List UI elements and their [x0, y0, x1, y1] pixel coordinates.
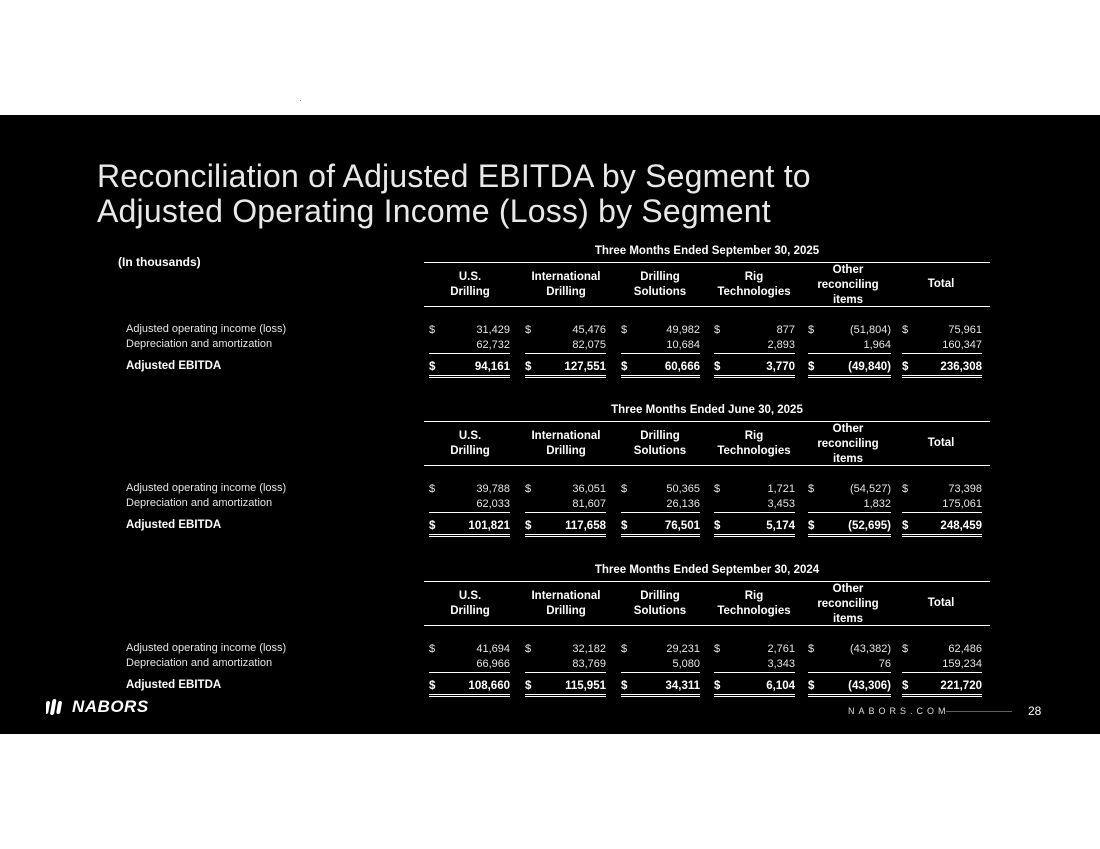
period-title: Three Months Ended June 30, 2025: [611, 404, 803, 416]
table-cell: [808, 361, 891, 378]
cell-value: 73,398: [948, 483, 982, 495]
column-header-line: reconciling: [817, 438, 879, 450]
currency-symbol: $: [808, 680, 815, 692]
column-header: [886, 277, 996, 292]
column-header-line: Technologies: [717, 286, 791, 298]
table-cell: [525, 643, 606, 657]
currency-symbol: $: [525, 324, 532, 336]
cell-value: 101,821: [468, 520, 510, 532]
currency-symbol: $: [429, 520, 436, 532]
logo-wordmark: NABORS: [72, 697, 149, 716]
nabors-logo: [46, 697, 149, 717]
page-number: 28: [1028, 704, 1042, 718]
cell-value: 3,770: [766, 361, 795, 373]
table-cell: [621, 520, 700, 537]
table-cell: [808, 483, 891, 497]
table-cell: [902, 361, 982, 378]
table-cell: [621, 658, 700, 673]
slide: [0, 115, 1100, 734]
cell-value: 32,182: [572, 643, 606, 655]
row-label-dep: Depreciation and amortization: [126, 657, 273, 669]
cell-value: 45,476: [572, 324, 606, 336]
currency-symbol: $: [808, 361, 815, 373]
header-bottom-rule: [424, 625, 990, 626]
row-label-dep: Depreciation and amortization: [126, 338, 273, 350]
table-cell: [808, 643, 891, 657]
cell-value: 108,660: [468, 680, 510, 692]
currency-symbol: $: [621, 324, 628, 336]
column-header-line: reconciling: [817, 279, 879, 291]
row-label-ebitda: Adjusted EBITDA: [126, 679, 222, 691]
table-cell: [621, 324, 700, 338]
currency-symbol: $: [621, 520, 628, 532]
cell-value: 26,136: [666, 498, 700, 510]
currency-symbol: $: [808, 520, 815, 532]
header-bottom-rule: [424, 465, 990, 466]
currency-symbol: $: [429, 643, 436, 655]
currency-symbol: $: [714, 680, 721, 692]
column-header-line: International: [531, 590, 601, 602]
period-title: Three Months Ended September 30, 2024: [594, 564, 820, 576]
cell-value: 248,459: [940, 520, 982, 532]
table-cell: [621, 643, 700, 657]
column-header-line: Drilling: [640, 430, 680, 442]
column-header-line: Rig: [744, 430, 764, 442]
table-cell: [714, 643, 795, 657]
cell-value: (51,804): [850, 324, 891, 336]
table-cell: [429, 324, 510, 338]
column-header-line: Rig: [744, 590, 764, 602]
row-label-adj-op: Adjusted operating income (loss): [126, 323, 287, 335]
column-header-line: Other: [832, 423, 864, 435]
table-cell: [429, 680, 510, 697]
table-cell: [525, 520, 606, 537]
cell-value: 34,311: [665, 680, 700, 692]
table-cell: [714, 324, 795, 338]
column-header-line: Technologies: [717, 605, 791, 617]
column-header-line: Drilling: [450, 286, 490, 298]
cell-value: 1,721: [767, 483, 795, 495]
cell-value: 29,231: [666, 643, 700, 655]
row-label-adj-op: Adjusted operating income (loss): [126, 642, 287, 654]
title-line-2: Adjusted Operating Income (Loss) by Segment: [97, 193, 771, 229]
currency-symbol: $: [621, 361, 628, 373]
table-cell: [808, 658, 891, 673]
cell-value: 115,951: [565, 680, 606, 692]
table-cell: [714, 361, 795, 378]
table-cell: [525, 498, 606, 513]
cell-value: (52,695): [848, 520, 891, 532]
currency-symbol: $: [902, 361, 909, 373]
table-cell: [621, 498, 700, 513]
header-bottom-rule: [424, 306, 990, 307]
table-cell: [525, 324, 606, 338]
currency-symbol: $: [714, 643, 721, 655]
cell-value: 5,080: [672, 658, 700, 670]
column-header-line: Solutions: [633, 605, 687, 617]
cell-value: 50,365: [666, 483, 700, 495]
period-title: Three Months Ended September 30, 2025: [594, 245, 820, 257]
column-header-line: Total: [927, 437, 955, 449]
cell-value: 160,347: [942, 339, 982, 351]
cell-value: (49,840): [848, 361, 891, 373]
column-header-line: items: [832, 613, 864, 625]
cell-value: 159,234: [942, 658, 982, 670]
nabors-logo-icon: [46, 697, 66, 717]
table-cell: [902, 658, 982, 673]
currency-symbol: $: [714, 361, 721, 373]
cell-value: 81,607: [572, 498, 606, 510]
table-cell: [808, 498, 891, 513]
page-title: [97, 159, 811, 229]
table-cell: [808, 520, 891, 537]
cell-value: 10,684: [666, 339, 700, 351]
stray-mark: [300, 100, 301, 101]
row-label-dep: Depreciation and amortization: [126, 497, 273, 509]
title-line-1: Reconciliation of Adjusted EBITDA by Segment to: [97, 158, 811, 194]
table-cell: [525, 680, 606, 697]
header-top-rule: [424, 421, 990, 422]
currency-symbol: $: [714, 520, 721, 532]
column-header: [415, 589, 525, 619]
table-cell: [621, 680, 700, 697]
row-label-adj-op: Adjusted operating income (loss): [126, 482, 287, 494]
column-header-line: Drilling: [450, 605, 490, 617]
cell-value: 2,761: [767, 643, 795, 655]
header-top-rule: [424, 262, 990, 263]
currency-symbol: $: [429, 483, 436, 495]
table-cell: [808, 339, 891, 354]
currency-symbol: $: [429, 324, 436, 336]
row-label-ebitda: Adjusted EBITDA: [126, 519, 222, 531]
table-cell: [429, 339, 510, 354]
currency-symbol: $: [902, 643, 909, 655]
column-header-line: items: [832, 294, 864, 306]
table-cell: [525, 658, 606, 673]
currency-symbol: $: [525, 361, 532, 373]
cell-value: 83,769: [572, 658, 606, 670]
table-cell: [429, 643, 510, 657]
cell-value: 5,174: [766, 520, 795, 532]
currency-symbol: $: [525, 643, 532, 655]
table-cell: [902, 324, 982, 338]
column-header-line: U.S.: [458, 590, 482, 602]
currency-symbol: $: [525, 680, 532, 692]
table-cell: [525, 339, 606, 354]
cell-value: 39,788: [476, 483, 510, 495]
cell-value: 62,486: [948, 643, 982, 655]
cell-value: 175,061: [942, 498, 982, 510]
currency-symbol: $: [902, 520, 909, 532]
column-header-line: International: [531, 271, 601, 283]
column-header-line: International: [531, 430, 601, 442]
cell-value: 3,343: [767, 658, 795, 670]
column-header-line: Solutions: [633, 445, 687, 457]
table-cell: [525, 361, 606, 378]
table-cell: [902, 498, 982, 513]
column-header: [415, 429, 525, 459]
cell-value: 76,501: [664, 520, 700, 532]
column-header-line: Drilling: [546, 445, 586, 457]
column-header-line: Other: [832, 264, 864, 276]
table-cell: [525, 483, 606, 497]
cell-value: 75,961: [948, 324, 982, 336]
currency-symbol: $: [525, 520, 532, 532]
cell-value: 62,732: [476, 339, 510, 351]
column-header: [886, 436, 996, 451]
column-header-line: Drilling: [450, 445, 490, 457]
currency-symbol: $: [808, 643, 815, 655]
cell-value: (43,382): [850, 643, 891, 655]
table-cell: [902, 643, 982, 657]
table-cell: [429, 361, 510, 378]
cell-value: 31,429: [476, 324, 510, 336]
column-header-line: Rig: [744, 271, 764, 283]
table-cell: [902, 339, 982, 354]
table-cell: [714, 498, 795, 513]
cell-value: 3,453: [767, 498, 795, 510]
currency-symbol: $: [714, 324, 721, 336]
row-label-ebitda: Adjusted EBITDA: [126, 360, 222, 372]
column-header-line: Total: [927, 597, 955, 609]
cell-value: 1,832: [863, 498, 891, 510]
cell-value: (54,527): [850, 483, 891, 495]
table-cell: [808, 324, 891, 338]
currency-symbol: $: [902, 483, 909, 495]
table-cell: [714, 658, 795, 673]
table-cell: [621, 361, 700, 378]
header-top-rule: [424, 581, 990, 582]
footer-rule: [946, 711, 1012, 712]
cell-value: 36,051: [572, 483, 606, 495]
cell-value: 49,982: [666, 324, 700, 336]
table-cell: [429, 520, 510, 537]
cell-value: 236,308: [940, 361, 982, 373]
column-header-line: Other: [832, 583, 864, 595]
table-cell: [429, 483, 510, 497]
column-header-line: reconciling: [817, 598, 879, 610]
table-cell: [714, 520, 795, 537]
table-cell: [902, 520, 982, 537]
currency-symbol: $: [621, 483, 628, 495]
cell-value: 1,964: [863, 339, 891, 351]
cell-value: 6,104: [766, 680, 795, 692]
currency-symbol: $: [902, 680, 909, 692]
cell-value: 76: [878, 658, 891, 670]
cell-value: 127,551: [564, 361, 606, 373]
units-note: (In thousands): [118, 255, 201, 269]
currency-symbol: $: [429, 361, 436, 373]
column-header-line: U.S.: [458, 271, 482, 283]
column-header-line: items: [832, 453, 864, 465]
table-cell: [902, 483, 982, 497]
cell-value: 82,075: [572, 339, 606, 351]
cell-value: 221,720: [940, 680, 982, 692]
column-header-line: Technologies: [717, 445, 791, 457]
table-cell: [902, 680, 982, 697]
column-header-line: Drilling: [546, 605, 586, 617]
column-header: [415, 270, 525, 300]
table-cell: [714, 339, 795, 354]
cell-value: 2,893: [767, 339, 795, 351]
cell-value: 60,666: [664, 361, 700, 373]
column-header: [886, 596, 996, 611]
cell-value: 117,658: [565, 520, 606, 532]
currency-symbol: $: [714, 483, 721, 495]
table-cell: [429, 658, 510, 673]
currency-symbol: $: [621, 643, 628, 655]
table-cell: [621, 483, 700, 497]
currency-symbol: $: [808, 324, 815, 336]
column-header-line: Drilling: [640, 271, 680, 283]
column-header-line: Solutions: [633, 286, 687, 298]
column-header-line: U.S.: [458, 430, 482, 442]
table-cell: [808, 680, 891, 697]
table-cell: [714, 680, 795, 697]
column-header-line: Drilling: [546, 286, 586, 298]
website-link[interactable]: NABORS.COM: [848, 706, 950, 716]
cell-value: 41,694: [476, 643, 510, 655]
currency-symbol: $: [429, 680, 436, 692]
currency-symbol: $: [902, 324, 909, 336]
cell-value: (43,306): [848, 680, 891, 692]
cell-value: 62,033: [476, 498, 510, 510]
currency-symbol: $: [621, 680, 628, 692]
table-cell: [429, 498, 510, 513]
cell-value: 94,161: [474, 361, 510, 373]
table-cell: [714, 483, 795, 497]
currency-symbol: $: [525, 483, 532, 495]
cell-value: 877: [776, 324, 795, 336]
column-header-line: Drilling: [640, 590, 680, 602]
cell-value: 66,966: [476, 658, 510, 670]
column-header-line: Total: [927, 278, 955, 290]
table-cell: [621, 339, 700, 354]
currency-symbol: $: [808, 483, 815, 495]
